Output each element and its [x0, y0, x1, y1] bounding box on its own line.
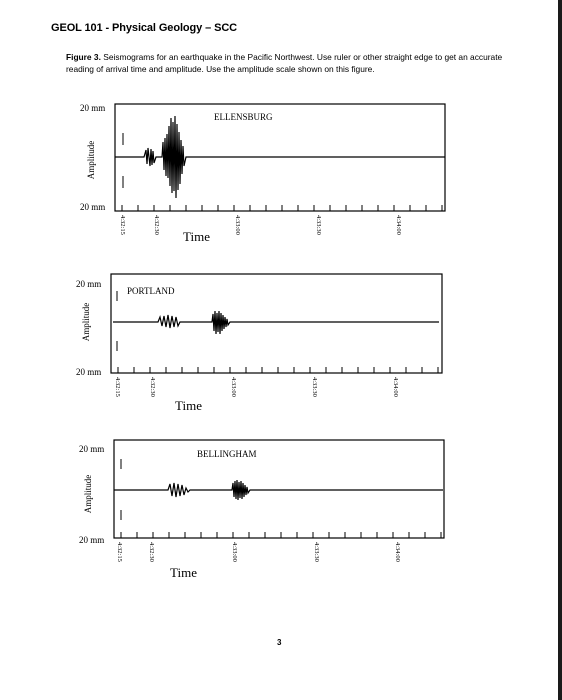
amplitude-axis-label: Amplitude: [81, 302, 91, 342]
time-tick-label: 4:34:00: [395, 215, 402, 235]
time-tick-label: 4:32:30: [153, 215, 160, 235]
time-axis-ticks: [121, 532, 441, 538]
time-tick-label: 4:32:15: [116, 542, 123, 562]
time-axis-label: Time: [175, 398, 202, 413]
panel-frame: [114, 440, 444, 538]
station-label: ELLENSBURG: [214, 112, 273, 122]
scale-bottom-label: 20 mm: [80, 202, 106, 212]
station-label: BELLINGHAM: [197, 449, 257, 459]
time-tick-label: 4:34:00: [392, 377, 399, 397]
seismogram-panel-bellingham: [79, 440, 444, 580]
scale-top-label: 20 mm: [76, 279, 102, 289]
time-tick-label: 4:33:00: [230, 377, 237, 397]
seismogram-trace: [114, 480, 443, 500]
time-tick-label: 4:33:00: [234, 215, 241, 235]
seismogram-panel-portland: [76, 274, 442, 413]
time-tick-label: 4:32:30: [148, 542, 155, 562]
time-tick-label: 4:32:30: [149, 377, 156, 397]
figure-caption-text: Seismograms for an earthquake in the Pacific Northwest. Use ruler or other straight edge to get an accurate reading of arrival time and amplitude. Use the amplitude scale shown on this figure.: [66, 52, 503, 74]
figure-label: Figure 3.: [66, 52, 101, 62]
scale-top-label: 20 mm: [79, 444, 105, 454]
time-axis-ticks: [118, 367, 438, 373]
time-tick-label: 4:32:15: [119, 215, 126, 235]
time-axis-ticks: [122, 205, 442, 211]
scale-bottom-label: 20 mm: [79, 535, 105, 545]
time-tick-label: 4:33:30: [315, 215, 322, 235]
document-header: GEOL 101 - Physical Geology – SCC: [51, 22, 238, 34]
seismogram-trace: [113, 311, 439, 334]
time-tick-label: 4:34:00: [394, 542, 401, 562]
page-number: 3: [277, 638, 282, 647]
scale-top-label: 20 mm: [80, 103, 106, 113]
time-tick-label: 4:33:00: [231, 542, 238, 562]
station-label: PORTLAND: [127, 286, 175, 296]
time-axis-label: Time: [183, 229, 210, 244]
time-tick-label: 4:32:15: [114, 377, 121, 397]
amplitude-axis-label: Amplitude: [83, 474, 93, 514]
scale-bottom-label: 20 mm: [76, 367, 102, 377]
amplitude-axis-label: Amplitude: [86, 140, 96, 180]
seismogram-panel-ellensburg: [80, 103, 445, 244]
time-tick-label: 4:33:30: [313, 542, 320, 562]
time-tick-label: 4:33:30: [311, 377, 318, 397]
seismogram-trace: [115, 116, 445, 198]
time-axis-label: Time: [170, 565, 197, 580]
